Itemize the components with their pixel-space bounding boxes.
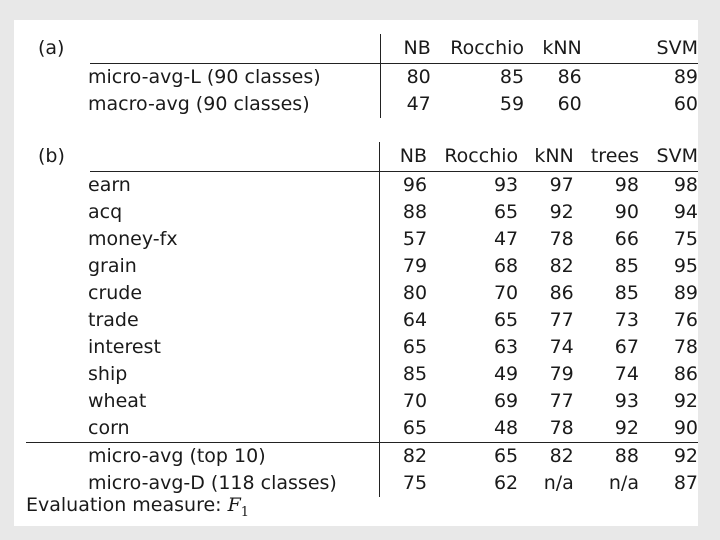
cell-rocchio: 65 <box>493 201 519 223</box>
cell-nb: 79 <box>402 255 428 277</box>
table-a-tag <box>26 34 380 64</box>
cell-rocchio: 85 <box>499 66 525 88</box>
cell-trees: 67 <box>614 336 639 358</box>
cell-rocchio: 59 <box>499 93 525 115</box>
table-a-col-trees <box>582 34 637 64</box>
cell-knn: 60 <box>557 93 582 115</box>
summary-row <box>26 443 698 471</box>
cell-svm: 92 <box>673 390 698 412</box>
row-label: acq <box>26 199 379 226</box>
cell-nb: 47 <box>406 93 431 115</box>
table-row <box>26 307 698 334</box>
cell-trees: 85 <box>614 255 639 277</box>
cell-svm: 89 <box>673 282 698 304</box>
cell-nb: 88 <box>402 201 428 223</box>
cell-trees: 93 <box>614 390 639 412</box>
cell-rocchio: 65 <box>493 309 519 331</box>
cell-nb: 85 <box>402 363 428 385</box>
table-b-col-rocchio: Rocchio <box>427 142 518 172</box>
row-label: micro-avg (top 10) <box>26 443 379 471</box>
cell-nb: 70 <box>402 390 428 412</box>
table-row <box>26 91 698 118</box>
cell-trees: 98 <box>614 174 639 196</box>
row-label: money-fx <box>26 226 379 253</box>
table-row <box>26 280 698 307</box>
cell-knn: 77 <box>549 390 574 412</box>
table-row <box>26 415 698 443</box>
cell-knn: 78 <box>549 228 574 250</box>
slide-page <box>14 20 698 526</box>
row-label: interest <box>26 334 379 361</box>
cell-rocchio: 69 <box>493 390 519 412</box>
f1-letter: F <box>227 494 241 516</box>
cell-rocchio: 93 <box>493 174 519 196</box>
table-b-col-svm: SVM <box>639 142 698 172</box>
cell-knn: 82 <box>549 255 574 277</box>
row-label: wheat <box>26 388 379 415</box>
cell-svm: 95 <box>673 255 698 277</box>
table-row <box>26 199 698 226</box>
cell-nb: 65 <box>402 336 428 358</box>
table-a-col-nb: NB <box>380 34 431 64</box>
cell-knn: 82 <box>518 443 574 471</box>
row-label: micro-avg-D (118 classes) <box>26 470 379 497</box>
cell-knn: 79 <box>549 363 574 385</box>
cell-trees: 85 <box>614 282 639 304</box>
cell-nb: 82 <box>379 443 427 471</box>
table-a-header-rule-left <box>90 63 380 64</box>
cell-knn: 78 <box>549 417 574 439</box>
row-label: ship <box>26 361 379 388</box>
table-row <box>26 172 698 200</box>
row-label: trade <box>26 307 379 334</box>
table-b-col-trees: trees <box>574 142 639 172</box>
row-label: corn <box>26 415 379 443</box>
cell-nb: 80 <box>402 282 428 304</box>
table-b-header-rule-left <box>90 171 379 172</box>
table-b-col-knn: kNN <box>518 142 574 172</box>
table-a-header-row <box>26 34 698 64</box>
cell-svm: 78 <box>673 336 698 358</box>
cell-svm: 60 <box>673 93 698 115</box>
table-b-header-row <box>26 142 698 172</box>
cell-rocchio: 49 <box>493 363 519 385</box>
cell-nb: 64 <box>402 309 428 331</box>
cell-svm: 76 <box>673 309 698 331</box>
row-label: grain <box>26 253 379 280</box>
row-label: macro-avg (90 classes) <box>26 91 380 118</box>
table-row <box>26 64 698 92</box>
evaluation-measure-note <box>26 494 249 520</box>
cell-trees: 73 <box>614 309 639 331</box>
table-b-tag-text: (b) <box>38 145 65 168</box>
table-row <box>26 388 698 415</box>
cell-knn: 86 <box>557 66 582 88</box>
cell-trees: 66 <box>614 228 639 250</box>
row-label: micro-avg-L (90 classes) <box>26 64 380 92</box>
cell-trees: 92 <box>614 417 639 439</box>
cell-svm: 75 <box>673 228 698 250</box>
table-a-tag-text: (a) <box>38 37 65 60</box>
cell-svm: 87 <box>673 472 698 494</box>
table-a-col-knn: kNN <box>524 34 582 64</box>
cell-knn: n/a <box>543 472 574 494</box>
cell-rocchio: 48 <box>493 417 519 439</box>
cell-knn: 92 <box>549 201 574 223</box>
cell-trees: 74 <box>614 363 639 385</box>
row-label: earn <box>26 172 379 200</box>
row-label: crude <box>26 280 379 307</box>
f1-subscript: 1 <box>240 504 250 520</box>
summary-row <box>26 470 698 497</box>
cell-trees: 88 <box>574 443 639 471</box>
cell-rocchio: 47 <box>493 228 519 250</box>
table-row <box>26 253 698 280</box>
cell-svm: 92 <box>639 443 698 471</box>
cell-svm: 94 <box>673 201 698 223</box>
cell-rocchio: 65 <box>427 443 518 471</box>
table-row <box>26 361 698 388</box>
cell-knn: 97 <box>549 174 574 196</box>
cell-nb: 65 <box>402 417 428 439</box>
cell-rocchio: 63 <box>493 336 519 358</box>
cell-svm: 90 <box>673 417 698 439</box>
cell-nb: 57 <box>402 228 428 250</box>
table-a <box>26 34 698 118</box>
cell-trees <box>582 91 637 118</box>
table-b-col-nb: NB <box>379 142 427 172</box>
cell-knn: 77 <box>549 309 574 331</box>
cell-nb: 80 <box>406 66 431 88</box>
table-row <box>26 334 698 361</box>
cell-svm: 98 <box>673 174 698 196</box>
cell-nb: 75 <box>402 472 428 494</box>
cell-nb: 96 <box>402 174 428 196</box>
table-a-col-svm: SVM <box>637 34 698 64</box>
table-b-tag <box>26 142 379 172</box>
cell-rocchio: 68 <box>493 255 519 277</box>
cell-knn: 86 <box>549 282 574 304</box>
cell-svm: 86 <box>673 363 698 385</box>
cell-trees: n/a <box>608 472 639 494</box>
cell-knn: 74 <box>549 336 574 358</box>
cell-rocchio: 62 <box>493 472 519 494</box>
table-b <box>26 142 698 497</box>
evaluation-measure-prefix: Evaluation measure: <box>26 494 222 516</box>
cell-trees: 90 <box>614 201 639 223</box>
table-a-col-rocchio: Rocchio <box>431 34 524 64</box>
cell-svm: 89 <box>673 66 698 88</box>
cell-rocchio: 70 <box>493 282 519 304</box>
f1-symbol <box>227 494 250 520</box>
table-row <box>26 226 698 253</box>
cell-trees <box>582 64 637 92</box>
